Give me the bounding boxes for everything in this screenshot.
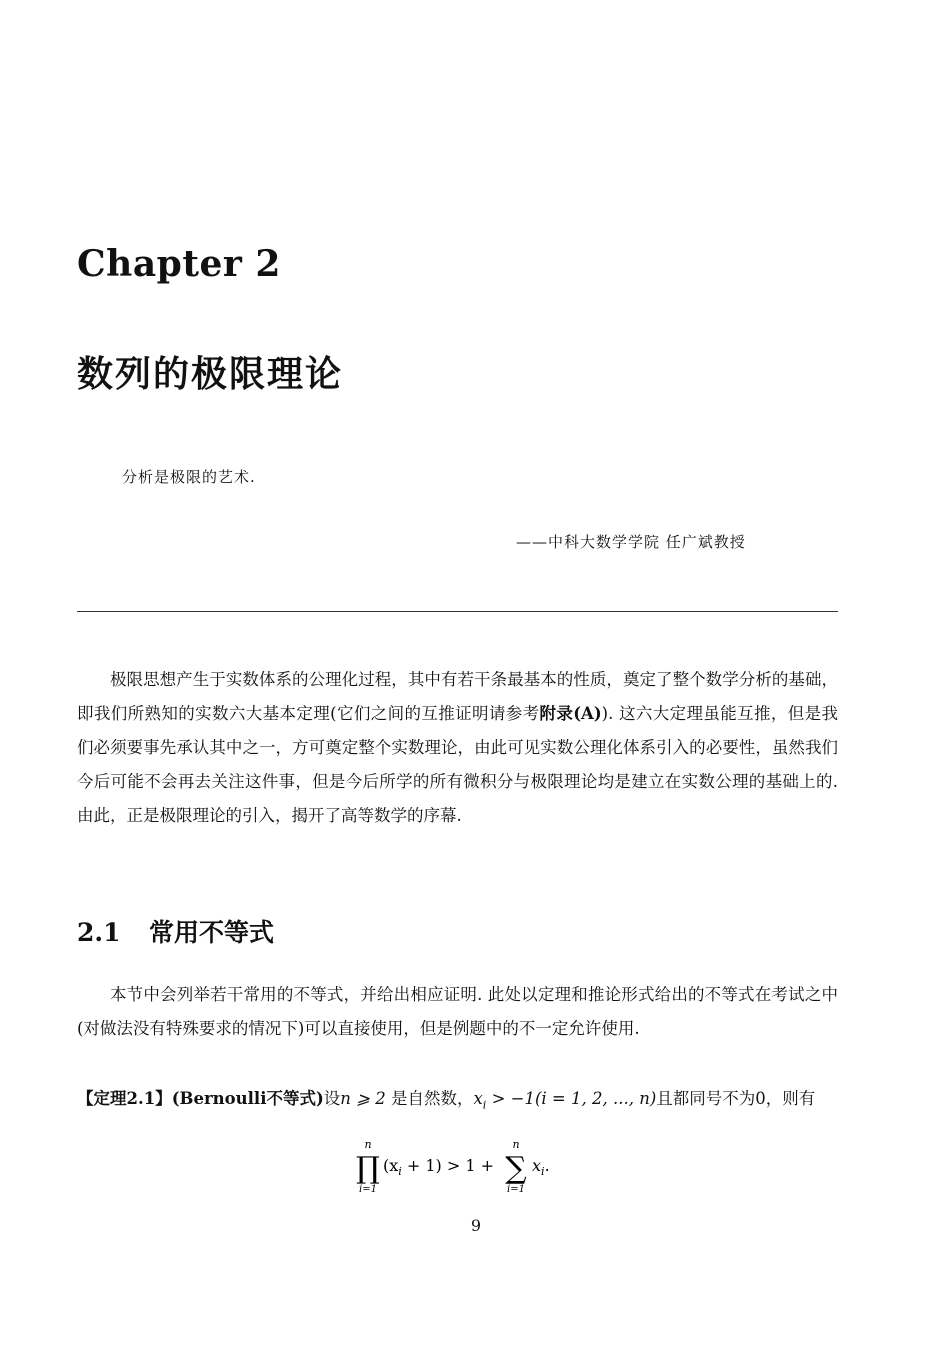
- product-body: $(x_i + 1) > 1$ +: [383, 1156, 495, 1178]
- chapter-label: Chapter 2: [77, 243, 281, 285]
- chapter-title: 数列的极限理论: [77, 353, 344, 395]
- theorem-condition-x: x: [473, 1089, 483, 1108]
- theorem-name: (Bernoulli不等式): [171, 1089, 324, 1108]
- product-upper-limit: n: [364, 1138, 372, 1151]
- epigraph-attribution: ——中科大数学学院 任广斌教授: [516, 533, 746, 551]
- section-title: 常用不等式: [149, 918, 275, 947]
- sum-symbol: ∑: [505, 1151, 527, 1186]
- intro-paragraph: [77, 663, 838, 833]
- theorem-text-c: 且都同号不为0，则有: [656, 1089, 816, 1108]
- appendix-reference: 附录(A): [539, 704, 602, 723]
- page-number: 9: [470, 1216, 482, 1235]
- sum-lower-limit: i=1: [507, 1184, 525, 1195]
- theorem-block: [77, 1082, 838, 1122]
- intro-text-part1: 极限思想产生于实数体系的公理化过程，其中有若干条最基本的性质，奠定了整个数学分析的基础，即我们所熟知的实数六大基本定理(它们之间的互推证明请参考: [77, 670, 838, 723]
- horizontal-rule: [77, 611, 838, 612]
- theorem-label: 【定理2.1】: [77, 1089, 172, 1108]
- section-number: 2.1: [77, 918, 121, 947]
- epigraph-quote: 分析是极限的艺术.: [122, 468, 256, 486]
- section-heading: [77, 913, 274, 949]
- theorem-condition-x-sub: i: [482, 1098, 487, 1112]
- intro-text-part2: ). 这六大定理虽能互推，但是我们必须要事先承认其中之一，方可奠定整个实数理论，由此可见实数公理化体系引入的必要性，虽然我们今后可能不会再去关注这件事，但是今后所学的所有微积分与极限理论均是建立在实数公理的基础上的. 由此，正是极限理论的引入，揭开了高等数学的序幕.: [77, 704, 838, 825]
- sum-upper-limit: n: [512, 1138, 520, 1151]
- bernoulli-formula: [0, 1136, 952, 1196]
- section-paragraph: 本节中会列举若干常用的不等式，并给出相应证明. 此处以定理和推论形式给出的不等式在考试之中(对做法没有特殊要求的情况下)可以直接使用，但是例题中的不一定允许使用.: [77, 985, 838, 1038]
- product-symbol: ∏: [356, 1151, 380, 1186]
- theorem-text-a: 设: [323, 1089, 341, 1108]
- theorem-text-b: 是自然数，: [385, 1089, 474, 1108]
- sum-body: $x_i$.: [532, 1156, 550, 1178]
- theorem-condition-n: n ⩾ 2: [340, 1089, 386, 1108]
- theorem-condition-x-rest: > −1(i = 1, 2, ..., n): [486, 1089, 657, 1108]
- product-lower-limit: i=1: [359, 1184, 377, 1195]
